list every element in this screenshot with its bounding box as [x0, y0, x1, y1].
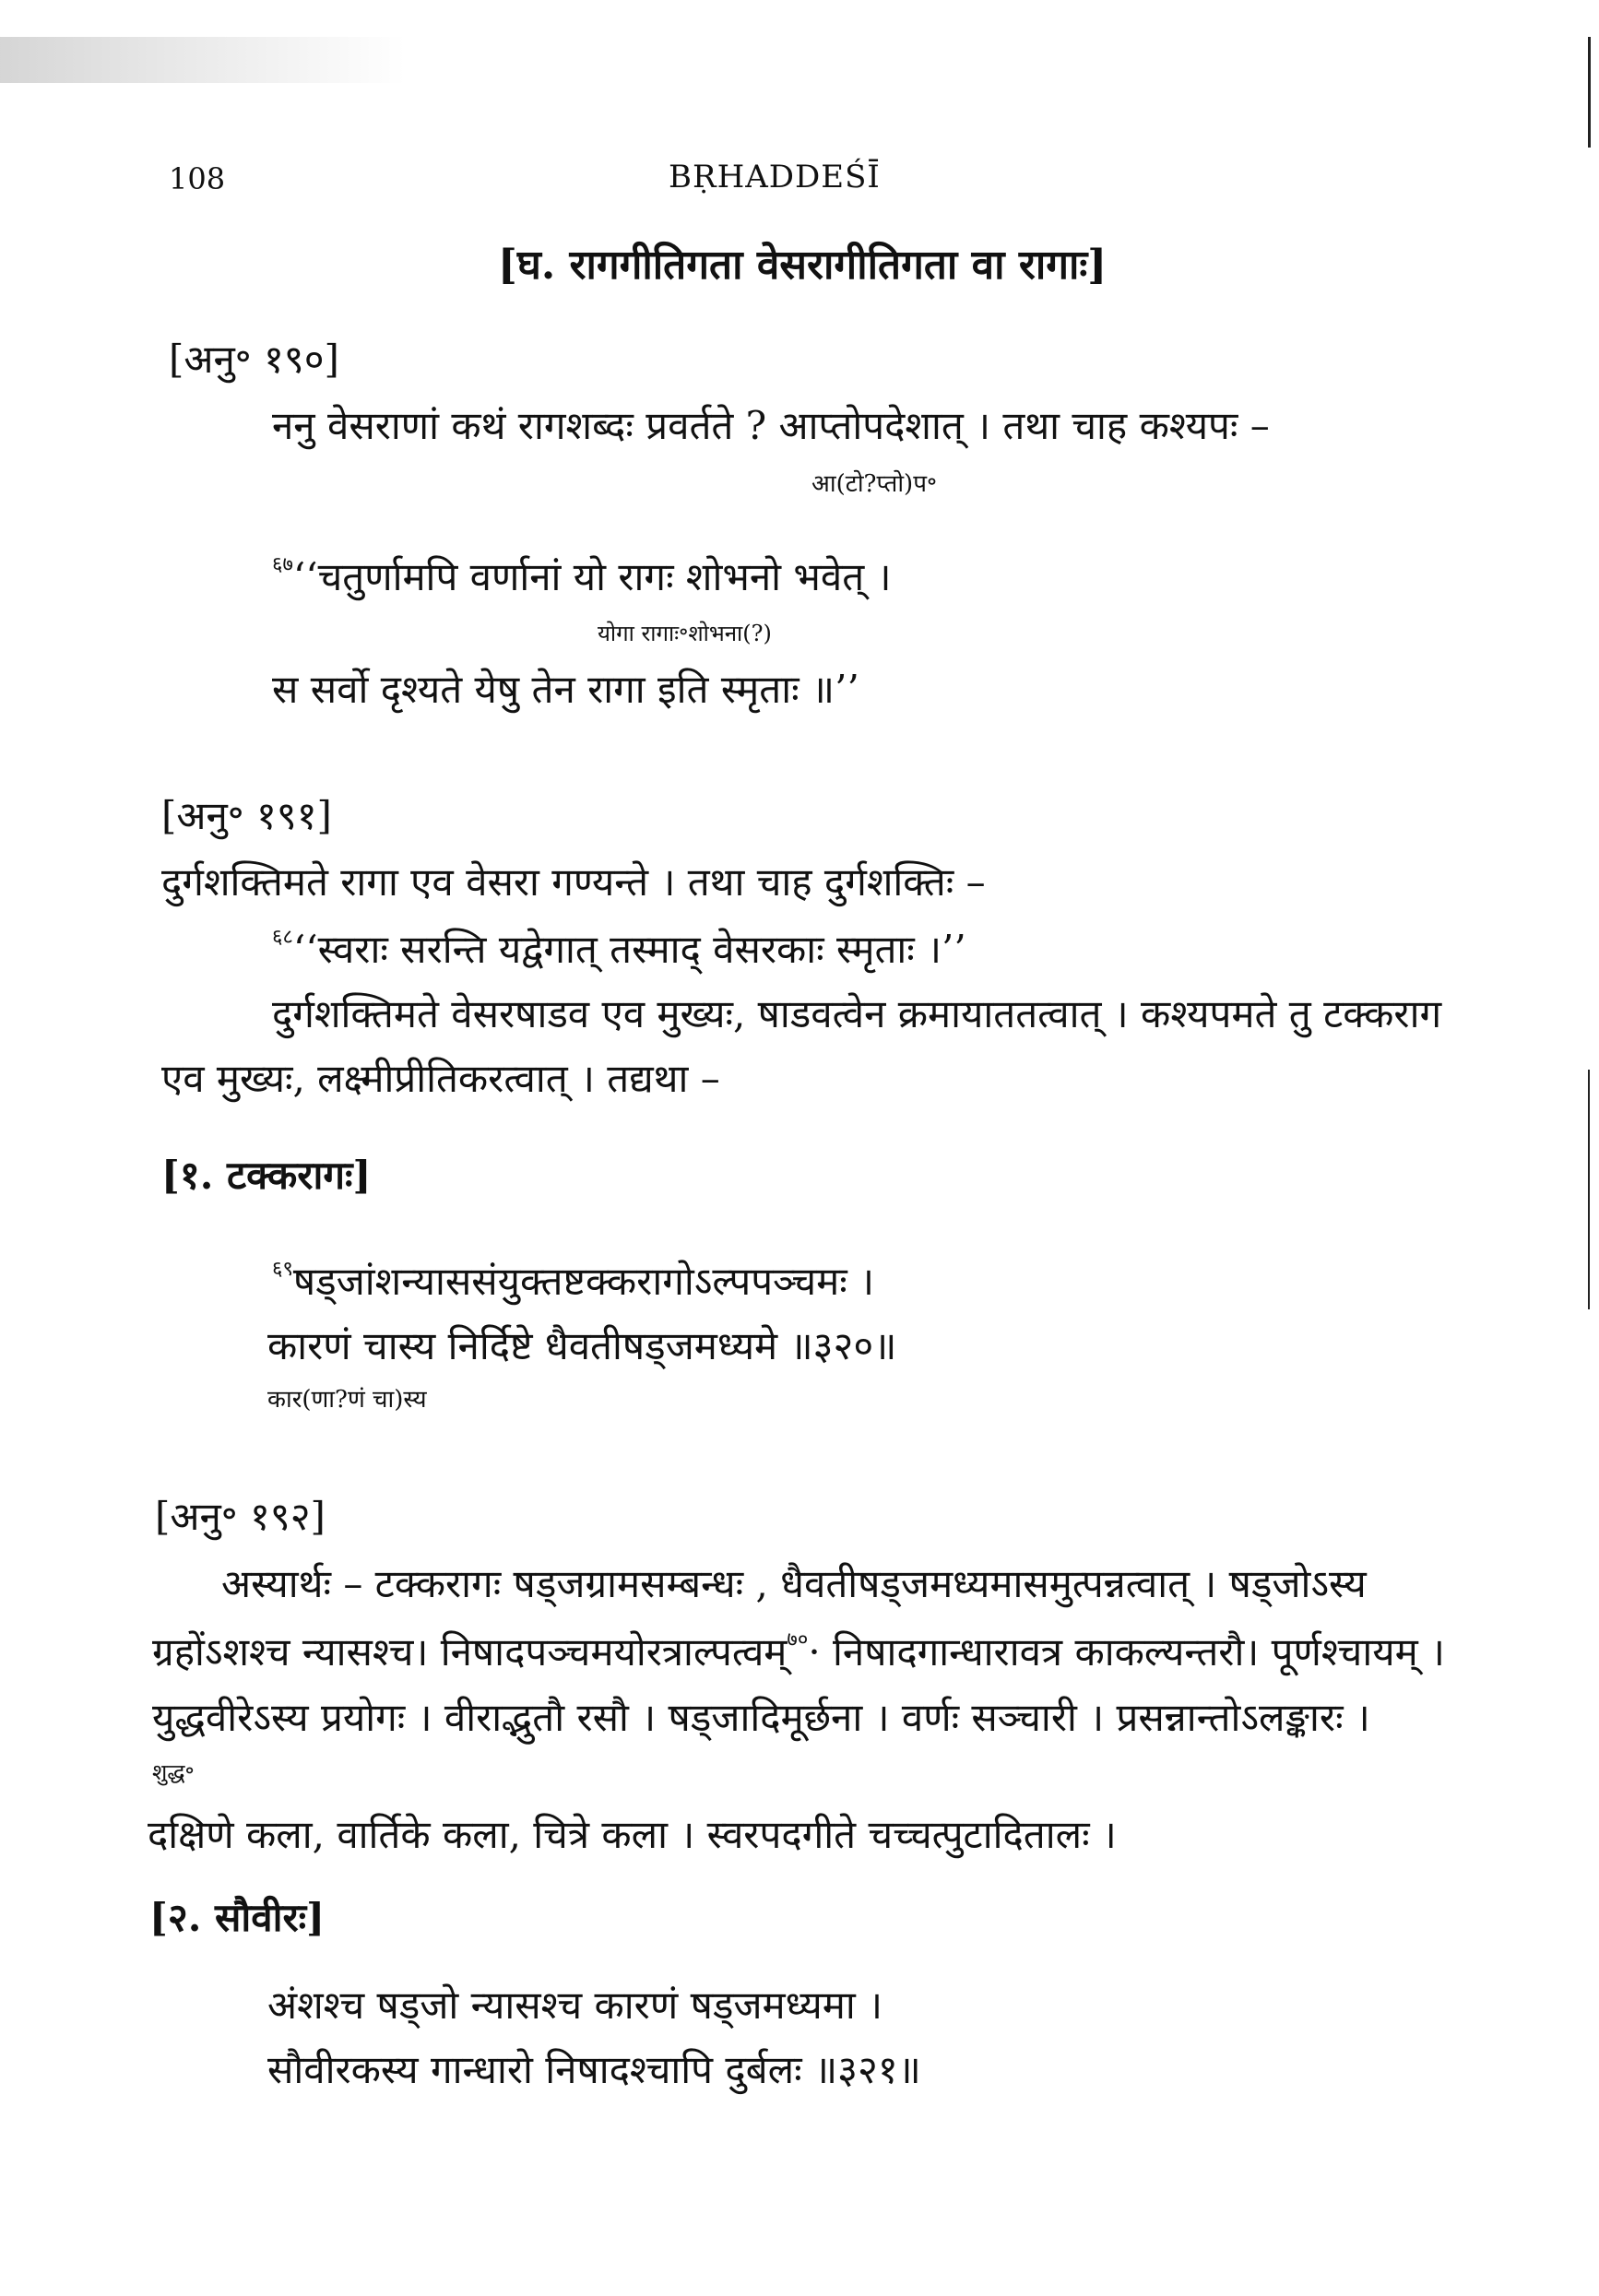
verse-line: कारणं चास्य निर्दिष्टे धैवतीषड्जमध्यमे ॥३२०॥ — [267, 1323, 897, 1368]
raga-heading-takka: [१. टक्करागः] — [161, 1153, 372, 1198]
paragraph-line: अस्यार्थः – टक्करागः षड्जग्रामसम्बन्धः , धैवतीषड्जमध्यमासमुत्पन्नत्वात् । षड्जोऽस्य — [221, 1561, 1367, 1606]
verse-line — [272, 1254, 874, 1307]
quote-text: ‘‘स्वराः सरन्ति यद्वेगात् तस्माद् वेसरकाः स्मृताः ।’’ — [292, 927, 966, 972]
variant-reading: शुद्ध॰ — [152, 1759, 195, 1785]
paragraph-text: · निषादगान्धारावत्र काकल्यन्तरौ। पूर्णश्चायम् । — [808, 1629, 1445, 1675]
footnote-marker: ६९ — [272, 1258, 293, 1281]
scan-edge-mark — [1588, 37, 1591, 148]
running-title: BṚHADDEŚĪ — [669, 159, 881, 195]
variant-reading: योगा रागाः॰शोभना(?) — [598, 621, 772, 646]
verse-text: षड्जांशन्याससंयुक्तष्टक्करागोऽल्पपञ्चमः । — [292, 1259, 875, 1304]
variant-reading: आ(टो?प्तो)प॰ — [811, 470, 938, 498]
variant-reading: कार(णा?णं चा)स्य — [267, 1386, 427, 1414]
footnote-marker: ६८ — [272, 926, 293, 949]
section-heading: [घ. रागगीतिगता वेसरागीतिगता वा रागाः] — [498, 242, 1107, 289]
anu-190-label: [अनु॰ १९०] — [169, 337, 339, 382]
raga-heading-sauvira: [२. सौवीरः] — [149, 1895, 325, 1940]
page-number: 108 — [169, 161, 226, 196]
verse-line: अंशश्च षड्जो न्यासश्च कारणं षड्जमध्यमा । — [267, 1982, 883, 2028]
paragraph-line: एव मुख्यः, लक्ष्मीप्रीतिकरत्वात् । तद्यथा – — [161, 1056, 720, 1101]
paragraph-line: दक्षिणे कला, वार्तिके कला, चित्रे कला । स्वरपदगीते चच्चत्पुटादितालः । — [148, 1812, 1117, 1857]
verse-line: स सर्वो दृश्यते येषु तेन रागा इति स्मृताः ॥’’ — [272, 667, 859, 712]
paragraph-line: युद्धवीरेऽस्य प्रयोगः । वीराद्भुतौ रसौ । षड्जादिमूर्छना । वर्णः सञ्चारी । प्रसन्नान्तोऽलङ्कारः । — [152, 1695, 1370, 1740]
paragraph-text: ग्रहोंऽशश्च न्यासश्च। निषादपञ्चमयोरत्राल्पत्वम् — [152, 1629, 788, 1675]
verse-line — [272, 550, 892, 602]
anu-192-label: [अनु॰ १९२] — [155, 1494, 326, 1539]
scan-smudge — [0, 37, 406, 83]
quote-line — [272, 922, 966, 975]
verse-text: ‘‘चतुर्णामपि वर्णानां यो रागः शोभनो भवेत् । — [292, 554, 892, 599]
paragraph-line: दुर्गशक्तिमते वेसरषाडव एव मुख्यः, षाडवत्वेन क्रमायाततत्वात् । कश्यपमते तु टक्कराग — [272, 991, 1442, 1036]
anu-191-label: [अनु॰ १९१] — [161, 793, 332, 838]
scan-edge-mark — [1588, 1070, 1590, 1309]
footnote-marker: ७० — [787, 1628, 809, 1651]
anu-190-line: ननु वेसराणां कथं रागशब्दः प्रवर्तते ? आप्तोपदेशात् । तथा चाह कश्यपः – — [272, 403, 1270, 448]
paragraph-line: दुर्गशक्तिमते रागा एव वेसरा गण्यन्ते । तथा चाह दुर्गशक्तिः – — [161, 859, 986, 905]
verse-line: सौवीरकस्य गान्धारो निषादश्चापि दुर्बलः ॥३२१॥ — [267, 2047, 921, 2092]
paragraph-line — [152, 1625, 1445, 1677]
footnote-marker: ६७ — [272, 553, 293, 576]
